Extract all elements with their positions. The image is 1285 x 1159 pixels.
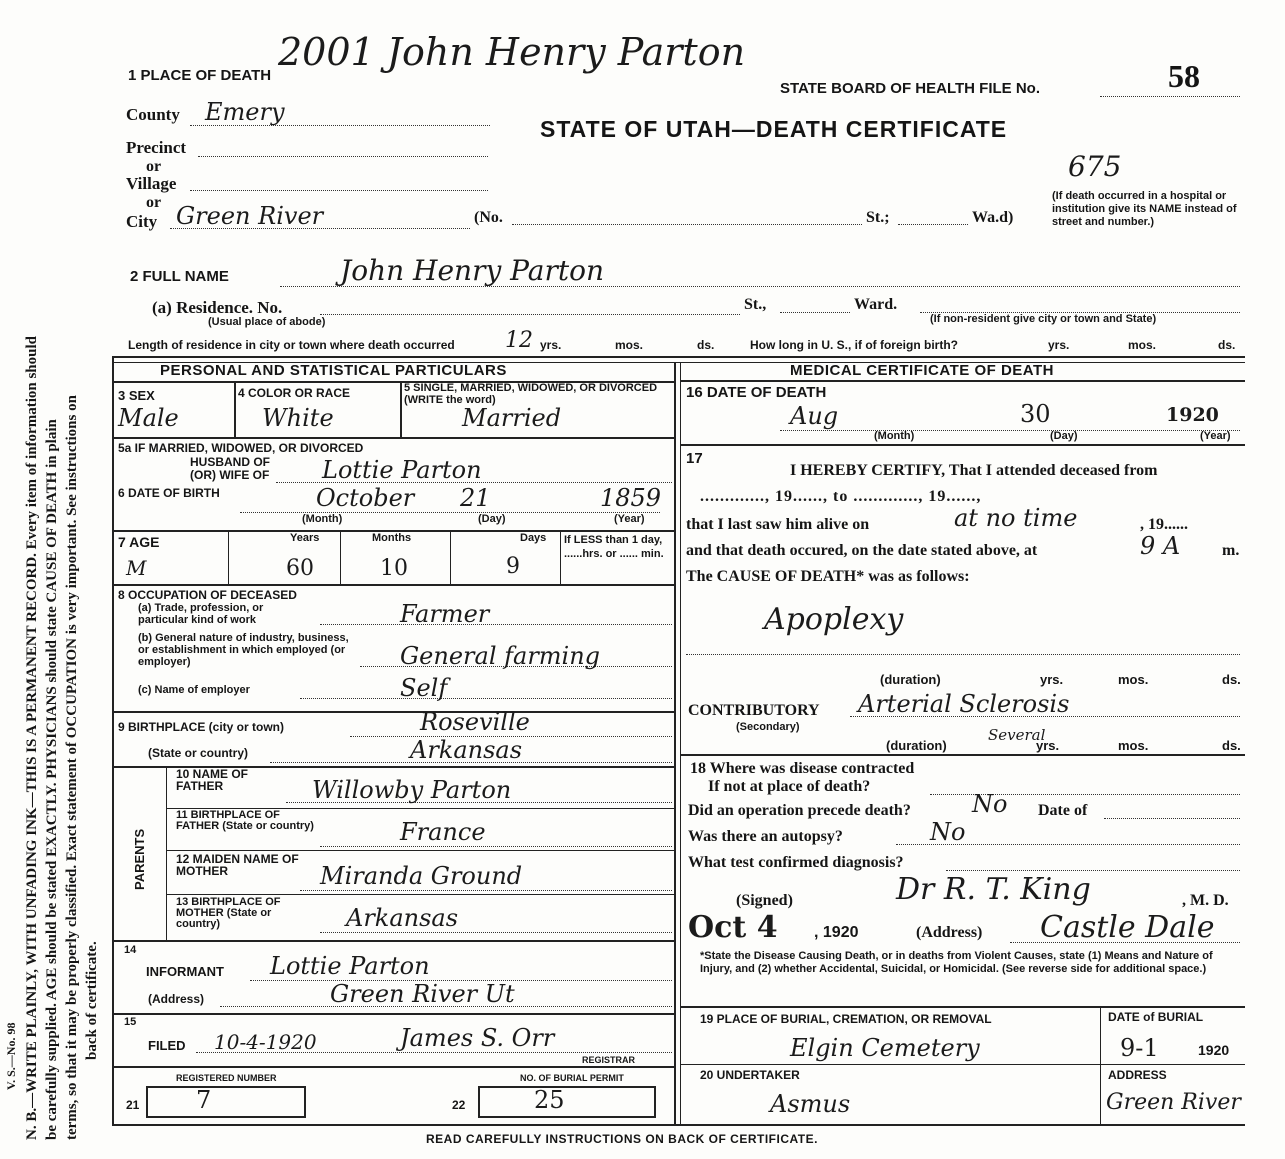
age-label: 7 AGE <box>118 534 160 550</box>
contrib-mos: mos. <box>1118 738 1149 753</box>
occupation-b-value: General farming <box>400 642 601 670</box>
length-ds-label: ds. <box>697 338 715 352</box>
contributory-value: Arterial Sclerosis <box>858 690 1070 718</box>
medical-header: MEDICAL CERTIFICATE OF DEATH <box>790 362 1054 379</box>
side-note-line4: back of certificate. <box>84 941 100 1060</box>
burial-date: 9-1 <box>1120 1034 1159 1062</box>
mother-birthplace-label: 13 BIRTHPLACE OF MOTHER (State or country) <box>176 896 281 930</box>
filed-number: 15 <box>124 1016 137 1028</box>
sex-value: Male <box>118 404 179 432</box>
certify-dates: ............., 19......, to ............., 19......, <box>700 488 982 505</box>
spouse-label-1: 5a IF MARRIED, WIDOWED, OR DIVORCED <box>118 441 364 455</box>
dob-year-lbl: (Year) <box>614 513 645 525</box>
registrar-signature: James S. Orr <box>400 1024 555 1052</box>
registered-number-label: REGISTERED NUMBER <box>176 1073 277 1083</box>
or-label-1: or <box>146 158 162 175</box>
informant-number: 14 <box>124 944 137 956</box>
registered-number-num: 21 <box>126 1098 140 1112</box>
registered-number-value: 7 <box>196 1086 212 1114</box>
undertaker-value: Asmus <box>770 1090 851 1118</box>
sign-address-label: (Address) <box>916 924 983 941</box>
autopsy-label: Was there an autopsy? <box>688 828 843 845</box>
cause-ds: ds. <box>1222 672 1241 687</box>
last-saw-value: at no time <box>954 504 1078 532</box>
father-birthplace-value: France <box>400 818 486 846</box>
file-no-label: STATE BOARD OF HEALTH FILE No. <box>780 80 1040 97</box>
residence-ward-label: Ward. <box>854 296 898 313</box>
length-mos-label: mos. <box>615 338 644 352</box>
birthplace-state: Arkansas <box>410 736 523 764</box>
residence-label: (a) Residence. No. <box>152 298 283 317</box>
us-mos-label: mos. <box>1128 338 1157 352</box>
death-occurred-label: and that death occured, on the date stated above, at <box>686 542 1038 559</box>
registrar-label: REGISTRAR <box>582 1055 636 1065</box>
county-label: County <box>126 105 180 124</box>
test-label: What test confirmed diagnosis? <box>688 854 904 871</box>
occupation-label: 8 OCCUPATION OF DECEASED <box>118 588 297 602</box>
us-yrs-label: yrs. <box>1048 338 1070 352</box>
personal-header: PERSONAL AND STATISTICAL PARTICULARS <box>160 362 507 379</box>
signed-label: (Signed) <box>736 892 793 909</box>
full-name-label: 2 FULL NAME <box>130 268 229 285</box>
ward-number: 675 <box>1068 150 1122 183</box>
age-years: 60 <box>286 556 314 581</box>
burial-permit-label: NO. OF BURIAL PERMIT <box>520 1073 624 1083</box>
length-years: 12 <box>505 328 533 353</box>
burial-permit-num: 22 <box>452 1098 466 1112</box>
age-mark: M <box>126 556 147 580</box>
mother-value: Miranda Ground <box>320 862 523 890</box>
md-label: , M. D. <box>1182 892 1229 909</box>
filed-label: FILED <box>148 1038 186 1053</box>
father-value: Willowby Parton <box>312 776 512 804</box>
informant-label: INFORMANT <box>146 964 224 979</box>
death-time-m: m. <box>1222 542 1240 559</box>
cause-duration: (duration) <box>880 672 941 687</box>
sex-label: 3 SEX <box>118 388 155 403</box>
date-of-label: Date of <box>1038 802 1088 819</box>
marital-value: Married <box>462 404 562 432</box>
age-less-lbl: If LESS than 1 day, ......hrs. or ...... min. <box>564 534 664 560</box>
undertaker-address-value: Green River <box>1106 1090 1241 1115</box>
age-months: 10 <box>380 556 408 581</box>
footer-instructions: READ CAREFULLY INSTRUCTIONS ON BACK OF CERTIFICATE. <box>426 1132 818 1146</box>
contributory-sub: (Secondary) <box>736 721 800 733</box>
dod-year-lbl: (Year) <box>1200 430 1231 442</box>
how-long-us-label: How long in U. S., if of foreign birth? <box>750 338 958 352</box>
dod-day: 30 <box>1020 400 1051 428</box>
dod-year: 1920 <box>1166 404 1219 426</box>
hospital-note: (If death occurred in a hospital or institution give its NAME instead of street and number.) <box>1052 190 1237 228</box>
length-yrs-label: yrs. <box>540 338 562 352</box>
father-birthplace-label: 11 BIRTHPLACE OF FATHER (State or country) <box>176 809 314 832</box>
race-value: White <box>262 404 334 432</box>
birthplace-label: 9 BIRTHPLACE (city or town) <box>118 720 285 734</box>
place-of-death-label: 1 PLACE OF DEATH <box>128 67 272 84</box>
spouse-value: Lottie Parton <box>322 456 482 484</box>
sign-date: Oct 4 <box>688 910 778 945</box>
burial-place: Elgin Cemetery <box>790 1034 980 1062</box>
length-residence-label: Length of residence in city or town where death occurred <box>128 338 455 352</box>
street-no-label: (No. <box>474 209 503 226</box>
spouse-label-3: (OR) WIFE OF <box>190 468 270 482</box>
us-ds-label: ds. <box>1218 338 1236 352</box>
or-label-2: or <box>146 194 162 211</box>
full-name-value: John Henry Parton <box>340 254 604 287</box>
residence-st-label: St., <box>744 296 767 313</box>
marital-label: 5 SINGLE, MARRIED, WIDOWED, OR DIVORCED (WRITE the word) <box>404 382 658 406</box>
precinct-label: Precinct <box>126 138 187 157</box>
city-label: City <box>126 212 158 231</box>
sign-year: , 1920 <box>814 924 859 941</box>
burial-year: 1920 <box>1198 1042 1230 1058</box>
city-value: Green River <box>176 202 324 230</box>
spouse-label-2: HUSBAND OF <box>190 455 270 469</box>
birthplace-state-label: (State or country) <box>148 746 249 760</box>
operation-value: No <box>972 790 1008 818</box>
age-days: 9 <box>506 554 520 579</box>
file-number: 58 <box>1168 58 1200 94</box>
form-number: V. S.—No. 98 <box>4 1022 18 1090</box>
occupation-c-label: (c) Name of employer <box>138 684 250 696</box>
informant-address-label: (Address) <box>148 992 205 1006</box>
father-label: 10 NAME OF FATHER <box>176 767 249 793</box>
parents-label: PARENTS <box>132 828 147 890</box>
burial-label: 19 PLACE OF BURIAL, CREMATION, OR REMOVAL <box>700 1012 992 1026</box>
side-note-line2: be carefully supplied. AGE should be stated EXACTLY. PHYSICIANS should state CAUSE OF DEATH in plain <box>44 419 60 1140</box>
contrib-duration-value: Several <box>988 726 1046 744</box>
county-value: Emery <box>205 98 285 126</box>
occupation-a-value: Farmer <box>400 600 490 628</box>
autopsy-value: No <box>930 818 966 846</box>
dod-month-lbl: (Month) <box>874 430 915 442</box>
age-years-lbl: Years <box>290 532 320 544</box>
q18-line2: If not at place of death? <box>708 778 871 795</box>
footnote: *State the Disease Causing Death, or in deaths from Violent Causes, state (1) Means and Nature of Injury, and (2) whether Accidental, Suicidal, or Homicidal. (See reverse side for additional space.) <box>700 950 1213 975</box>
last-saw-19: , 19...... <box>1140 516 1188 533</box>
contrib-ds: ds. <box>1222 738 1241 753</box>
dod-month: Aug <box>790 402 839 430</box>
occupation-a-label: (a) Trade, profession, or particular kind of work <box>138 602 264 626</box>
occupation-b-label: (b) General nature of industry, business, or establishment in which employed (or employer) <box>138 632 349 668</box>
undertaker-label: 20 UNDERTAKER <box>700 1068 800 1082</box>
death-time: 9 A <box>1140 532 1181 560</box>
village-label: Village <box>126 174 177 193</box>
contrib-yrs: yrs. <box>1036 738 1060 753</box>
filed-date: 10-4-1920 <box>214 1030 317 1054</box>
cause-mos: mos. <box>1118 672 1149 687</box>
contributory-label: CONTRIBUTORY <box>688 702 820 719</box>
nonresident-note: (If non-resident give city or town and State) <box>930 313 1157 325</box>
burial-date-label: DATE of BURIAL <box>1108 1010 1204 1024</box>
side-note-line1: N. B.—WRITE PLAINLY, WITH UNFADING INK—THIS IS A PERMANENT RECORD. Every item of information should <box>24 336 40 1140</box>
dob-label: 6 DATE OF BIRTH <box>118 486 220 500</box>
last-saw-label: that I last saw him alive on <box>686 516 870 533</box>
age-months-lbl: Months <box>372 532 412 544</box>
dob-day-lbl: (Day) <box>478 513 506 525</box>
q18-line1: 18 Where was disease contracted <box>690 760 915 777</box>
age-days-lbl: Days <box>520 532 547 544</box>
dod-day-lbl: (Day) <box>1050 430 1078 442</box>
certify-number: 17 <box>686 450 703 467</box>
burial-permit-value: 25 <box>534 1086 565 1114</box>
cause-label: The CAUSE OF DEATH* was as follows: <box>686 568 970 585</box>
top-annotation: 2001 John Henry Parton <box>278 30 746 74</box>
dob-year: 1859 <box>600 484 662 512</box>
dob-month: October <box>316 484 415 512</box>
contrib-duration-label: (duration) <box>886 738 947 753</box>
operation-label: Did an operation precede death? <box>688 802 911 819</box>
signed-value: Dr R. T. King <box>896 872 1091 907</box>
mother-birthplace-value: Arkansas <box>346 904 459 932</box>
certificate-title: STATE OF UTAH—DEATH CERTIFICATE <box>540 116 1008 142</box>
date-of-death-label: 16 DATE OF DEATH <box>686 384 827 401</box>
informant-address-value: Green River Ut <box>330 980 515 1008</box>
undertaker-address-label: ADDRESS <box>1108 1068 1167 1082</box>
occupation-c-value: Self <box>400 674 448 702</box>
certify-text: I HEREBY CERTIFY, That I attended deceased from <box>790 462 1158 479</box>
street-label: St.; <box>866 209 890 226</box>
ward-label: Wa.d) <box>972 209 1014 226</box>
side-note-line3: terms, so that it may be properly classified. Exact statement of OCCUPATION is very important. See instructions on <box>64 395 80 1140</box>
race-label: 4 COLOR OR RACE <box>238 386 351 400</box>
cause-yrs: yrs. <box>1040 672 1064 687</box>
informant-value: Lottie Parton <box>270 952 430 980</box>
dob-month-lbl: (Month) <box>302 513 343 525</box>
residence-sub: (Usual place of abode) <box>208 316 326 328</box>
cause-value: Apoplexy <box>764 602 904 637</box>
dob-day: 21 <box>460 484 491 512</box>
mother-label: 12 MAIDEN NAME OF MOTHER <box>176 852 299 878</box>
sign-address-value: Castle Dale <box>1040 910 1215 945</box>
birthplace-city: Roseville <box>420 708 530 736</box>
